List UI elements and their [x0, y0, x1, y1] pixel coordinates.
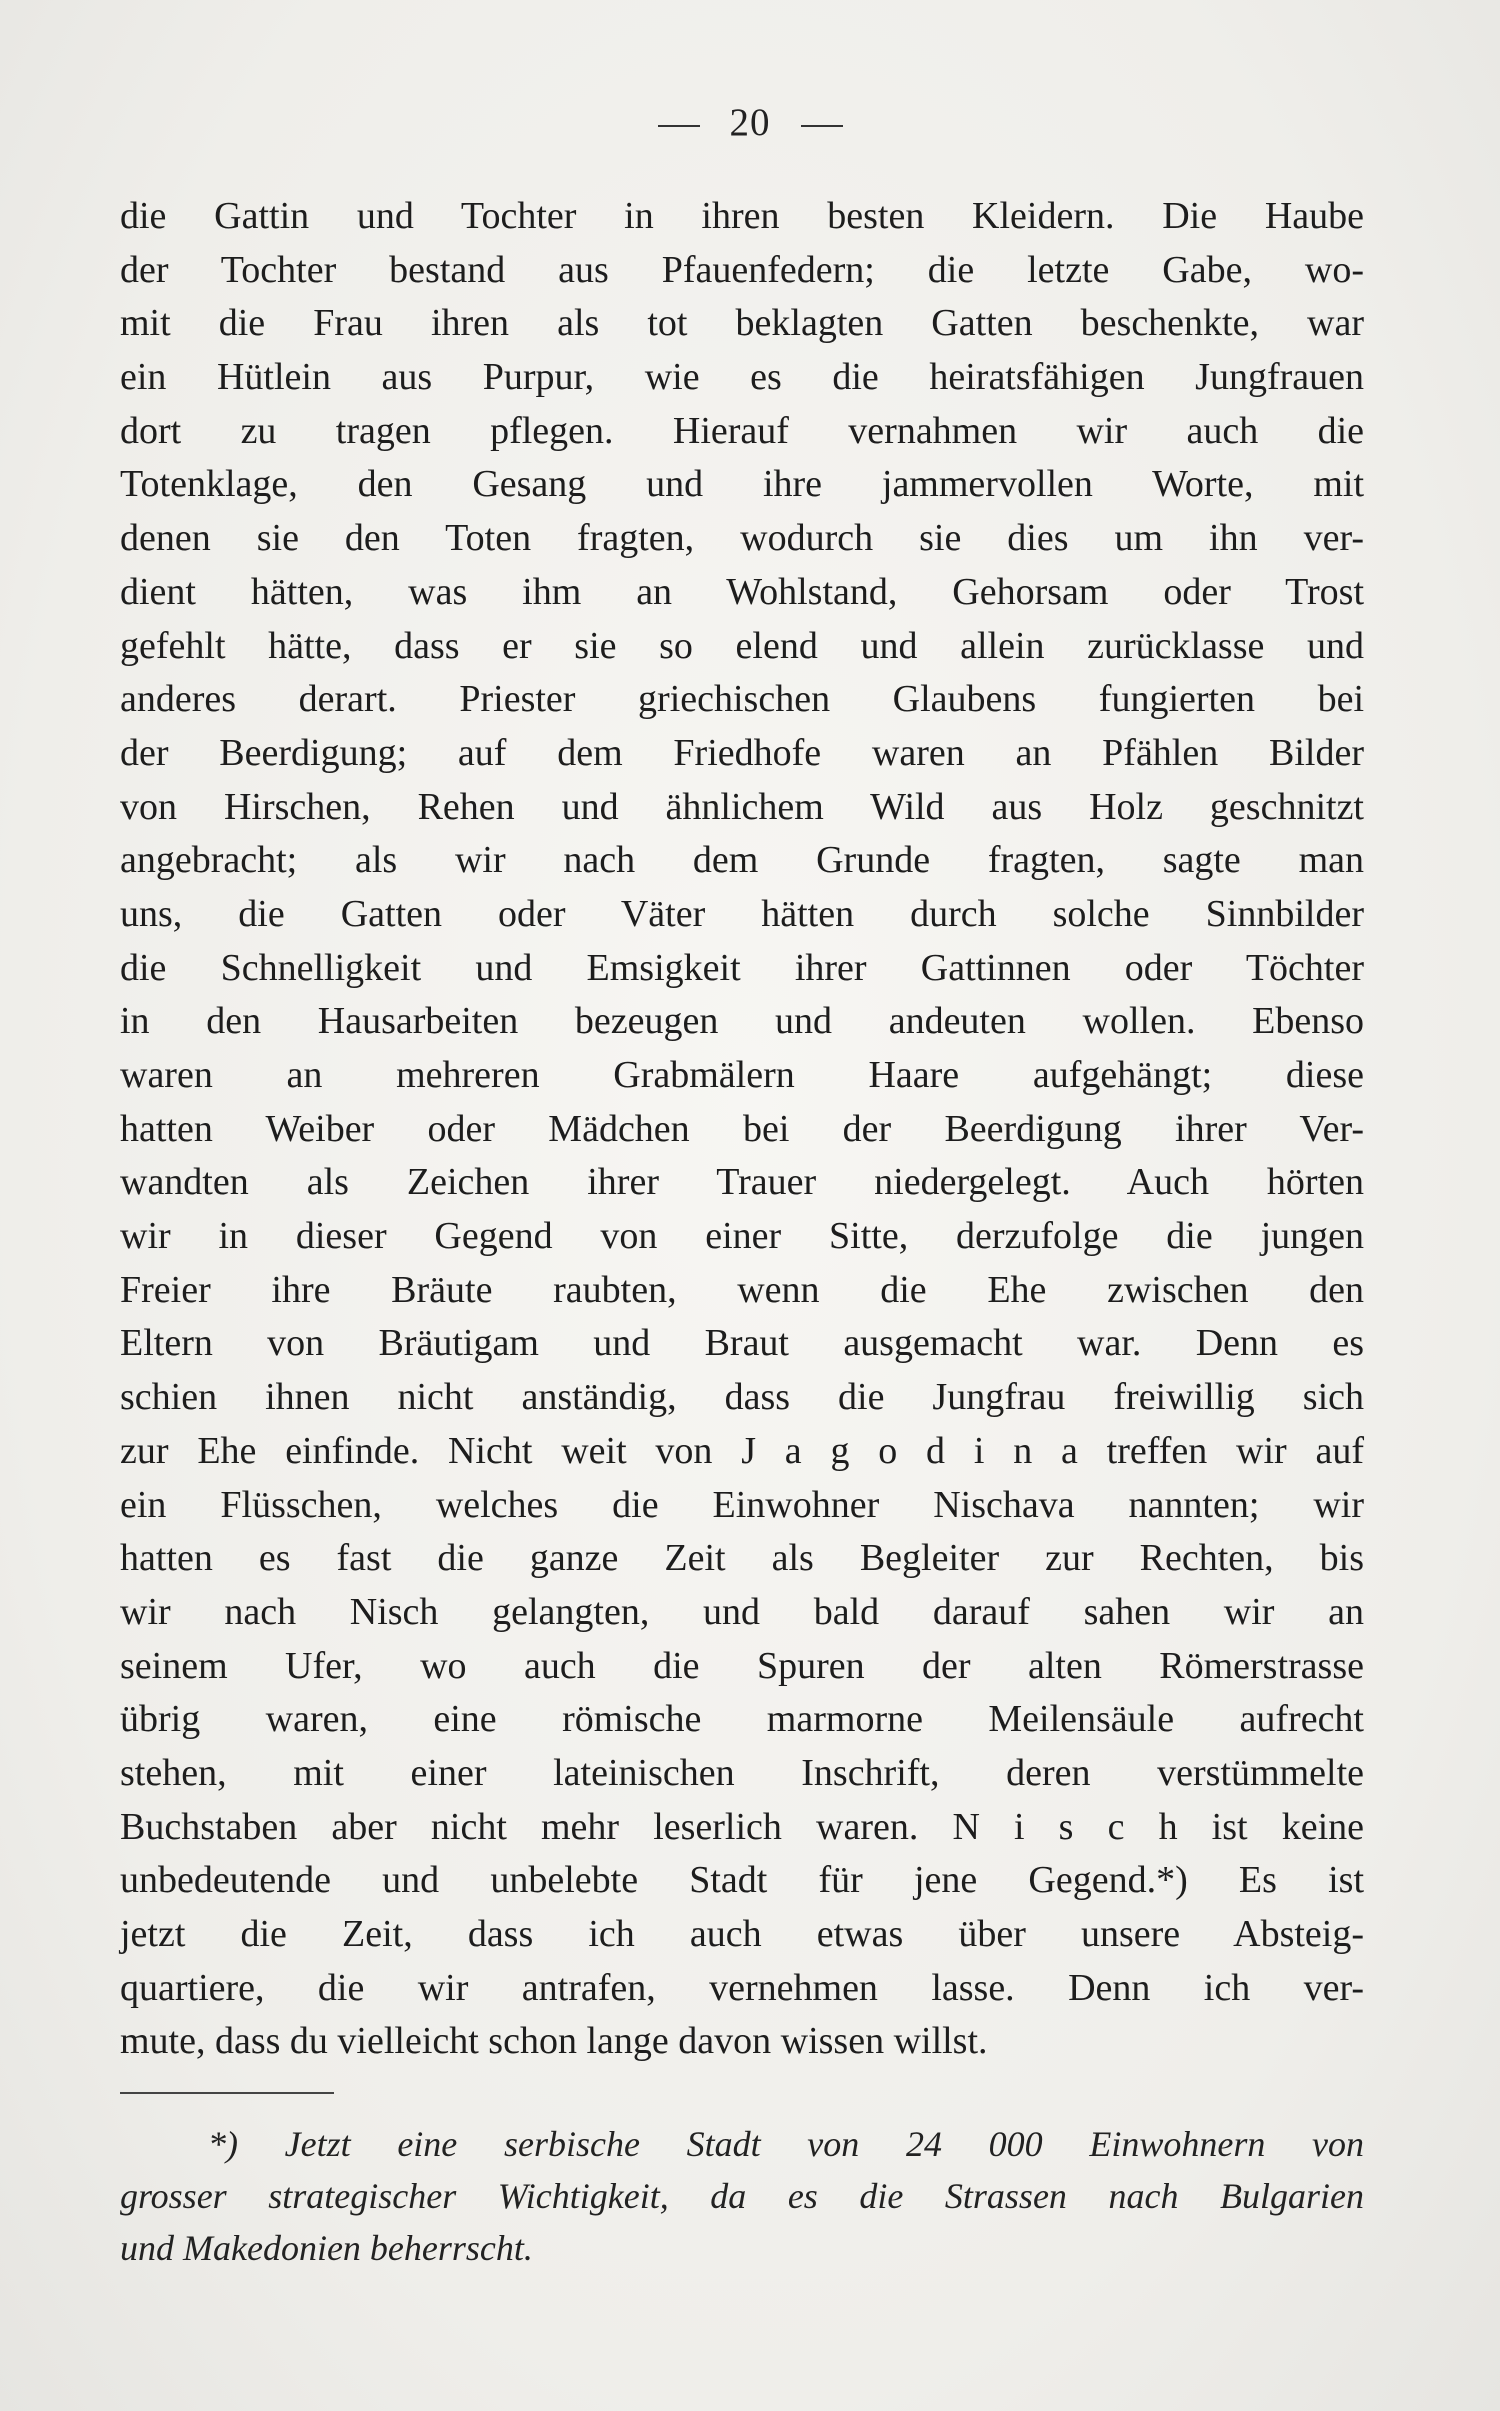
body-line: waren an mehreren Grabmälern Haare aufgehängt; diese	[120, 1054, 1364, 1096]
body-line: wir in dieser Gegend von einer Sitte, derzufolge die jungen	[120, 1215, 1364, 1258]
body-line: Eltern von Bräutigam und Braut ausgemacht war. Denn es	[120, 1322, 1364, 1365]
body-line: der Tochter bestand aus Pfauenfedern; die letzte Gabe, wo-	[120, 248, 1364, 291]
body-line: ein Hütlein aus Purpur, wie es die heiratsfähigen Jungfrauen	[120, 356, 1364, 399]
page-number-dash-left	[658, 125, 700, 127]
page-number-dash-right	[801, 125, 843, 127]
body-line: der Beerdigung; auf dem Friedhofe waren an Pfählen Bilder	[120, 731, 1364, 774]
body-line: hatten Weiber oder Mädchen bei der Beerdigung ihrer Ver-	[120, 1107, 1364, 1150]
footnote	[120, 2118, 1364, 2274]
body-line: schien ihnen nicht anständig, dass die Jungfrau freiwillig sich	[120, 1376, 1364, 1419]
body-line: Freier ihre Bräute raubten, wenn die Ehe zwischen den	[120, 1268, 1364, 1311]
body-line: ein Flüsschen, welches die Einwohner Nischava nannten; wir	[120, 1483, 1364, 1526]
body-line: anderes derart. Priester griechischen Glaubens fungierten bei	[120, 678, 1364, 721]
body-line: jetzt die Zeit, dass ich auch etwas über unsere Absteig-	[120, 1913, 1364, 1955]
body-line: mit die Frau ihren als tot beklagten Gatten beschenkte, war	[120, 302, 1364, 345]
footnote-line: und Makedonien beherrscht.	[120, 2228, 533, 2268]
body-line: hatten es fast die ganze Zeit als Begleiter zur Rechten, bis	[120, 1537, 1364, 1580]
body-line: Totenklage, den Gesang und ihre jammervollen Worte, mit	[120, 463, 1364, 506]
body-line: in den Hausarbeiten bezeugen und andeuten wollen. Ebenso	[120, 1000, 1364, 1043]
footnote-divider	[120, 2092, 334, 2094]
page-number-value: 20	[729, 101, 771, 144]
body-line: unbedeutende und unbelebte Stadt für jene Gegend.*) Es ist	[120, 1859, 1364, 1902]
footnote-line: *) Jetzt eine serbische Stadt von 24 000 Einwohnern von	[208, 2124, 1364, 2164]
body-line: dort zu tragen pflegen. Hierauf vernahmen wir auch die	[120, 409, 1364, 452]
body-line: von Hirschen, Rehen und ähnlichem Wild aus Holz geschnitzt	[120, 785, 1364, 828]
body-line: seinem Ufer, wo auch die Spuren der alten Römerstrasse	[120, 1644, 1364, 1687]
body-text	[120, 190, 1364, 2069]
body-line: die Gattin und Tochter in ihren besten Kleidern. Die Haube	[120, 195, 1364, 237]
body-line: denen sie den Toten fragten, wodurch sie dies um ihn ver-	[120, 517, 1364, 560]
body-line: mute, dass du vielleicht schon lange davon wissen willst.	[120, 2020, 988, 2063]
body-line: gefehlt hätte, dass er sie so elend und allein zurücklasse und	[120, 624, 1364, 667]
page-number	[0, 100, 1500, 145]
body-line: die Schnelligkeit und Emsigkeit ihrer Gattinnen oder Töchter	[120, 946, 1364, 989]
body-line: quartiere, die wir antrafen, vernehmen lasse. Denn ich ver-	[120, 1966, 1364, 2009]
body-line: angebracht; als wir nach dem Grunde fragten, sagte man	[120, 839, 1364, 882]
body-line: wandten als Zeichen ihrer Trauer niedergelegt. Auch hörten	[120, 1161, 1364, 1204]
body-line: uns, die Gatten oder Väter hätten durch solche Sinnbilder	[120, 892, 1364, 935]
body-line: wir nach Nisch gelangten, und bald darauf sahen wir an	[120, 1590, 1364, 1633]
footnote-line: grosser strategischer Wichtigkeit, da es die Strassen nach Bulgarien	[120, 2176, 1364, 2216]
body-line: übrig waren, eine römische marmorne Meilensäule aufrecht	[120, 1698, 1364, 1741]
body-line: dient hätten, was ihm an Wohlstand, Gehorsam oder Trost	[120, 570, 1364, 613]
body-line: stehen, mit einer lateinischen Inschrift, deren verstümmelte	[120, 1751, 1364, 1794]
body-line: zur Ehe einfinde. Nicht weit von J a g o d i n a treffen wir auf	[120, 1429, 1364, 1472]
body-line: Buchstaben aber nicht mehr leserlich waren. N i s c h ist keine	[120, 1805, 1364, 1848]
